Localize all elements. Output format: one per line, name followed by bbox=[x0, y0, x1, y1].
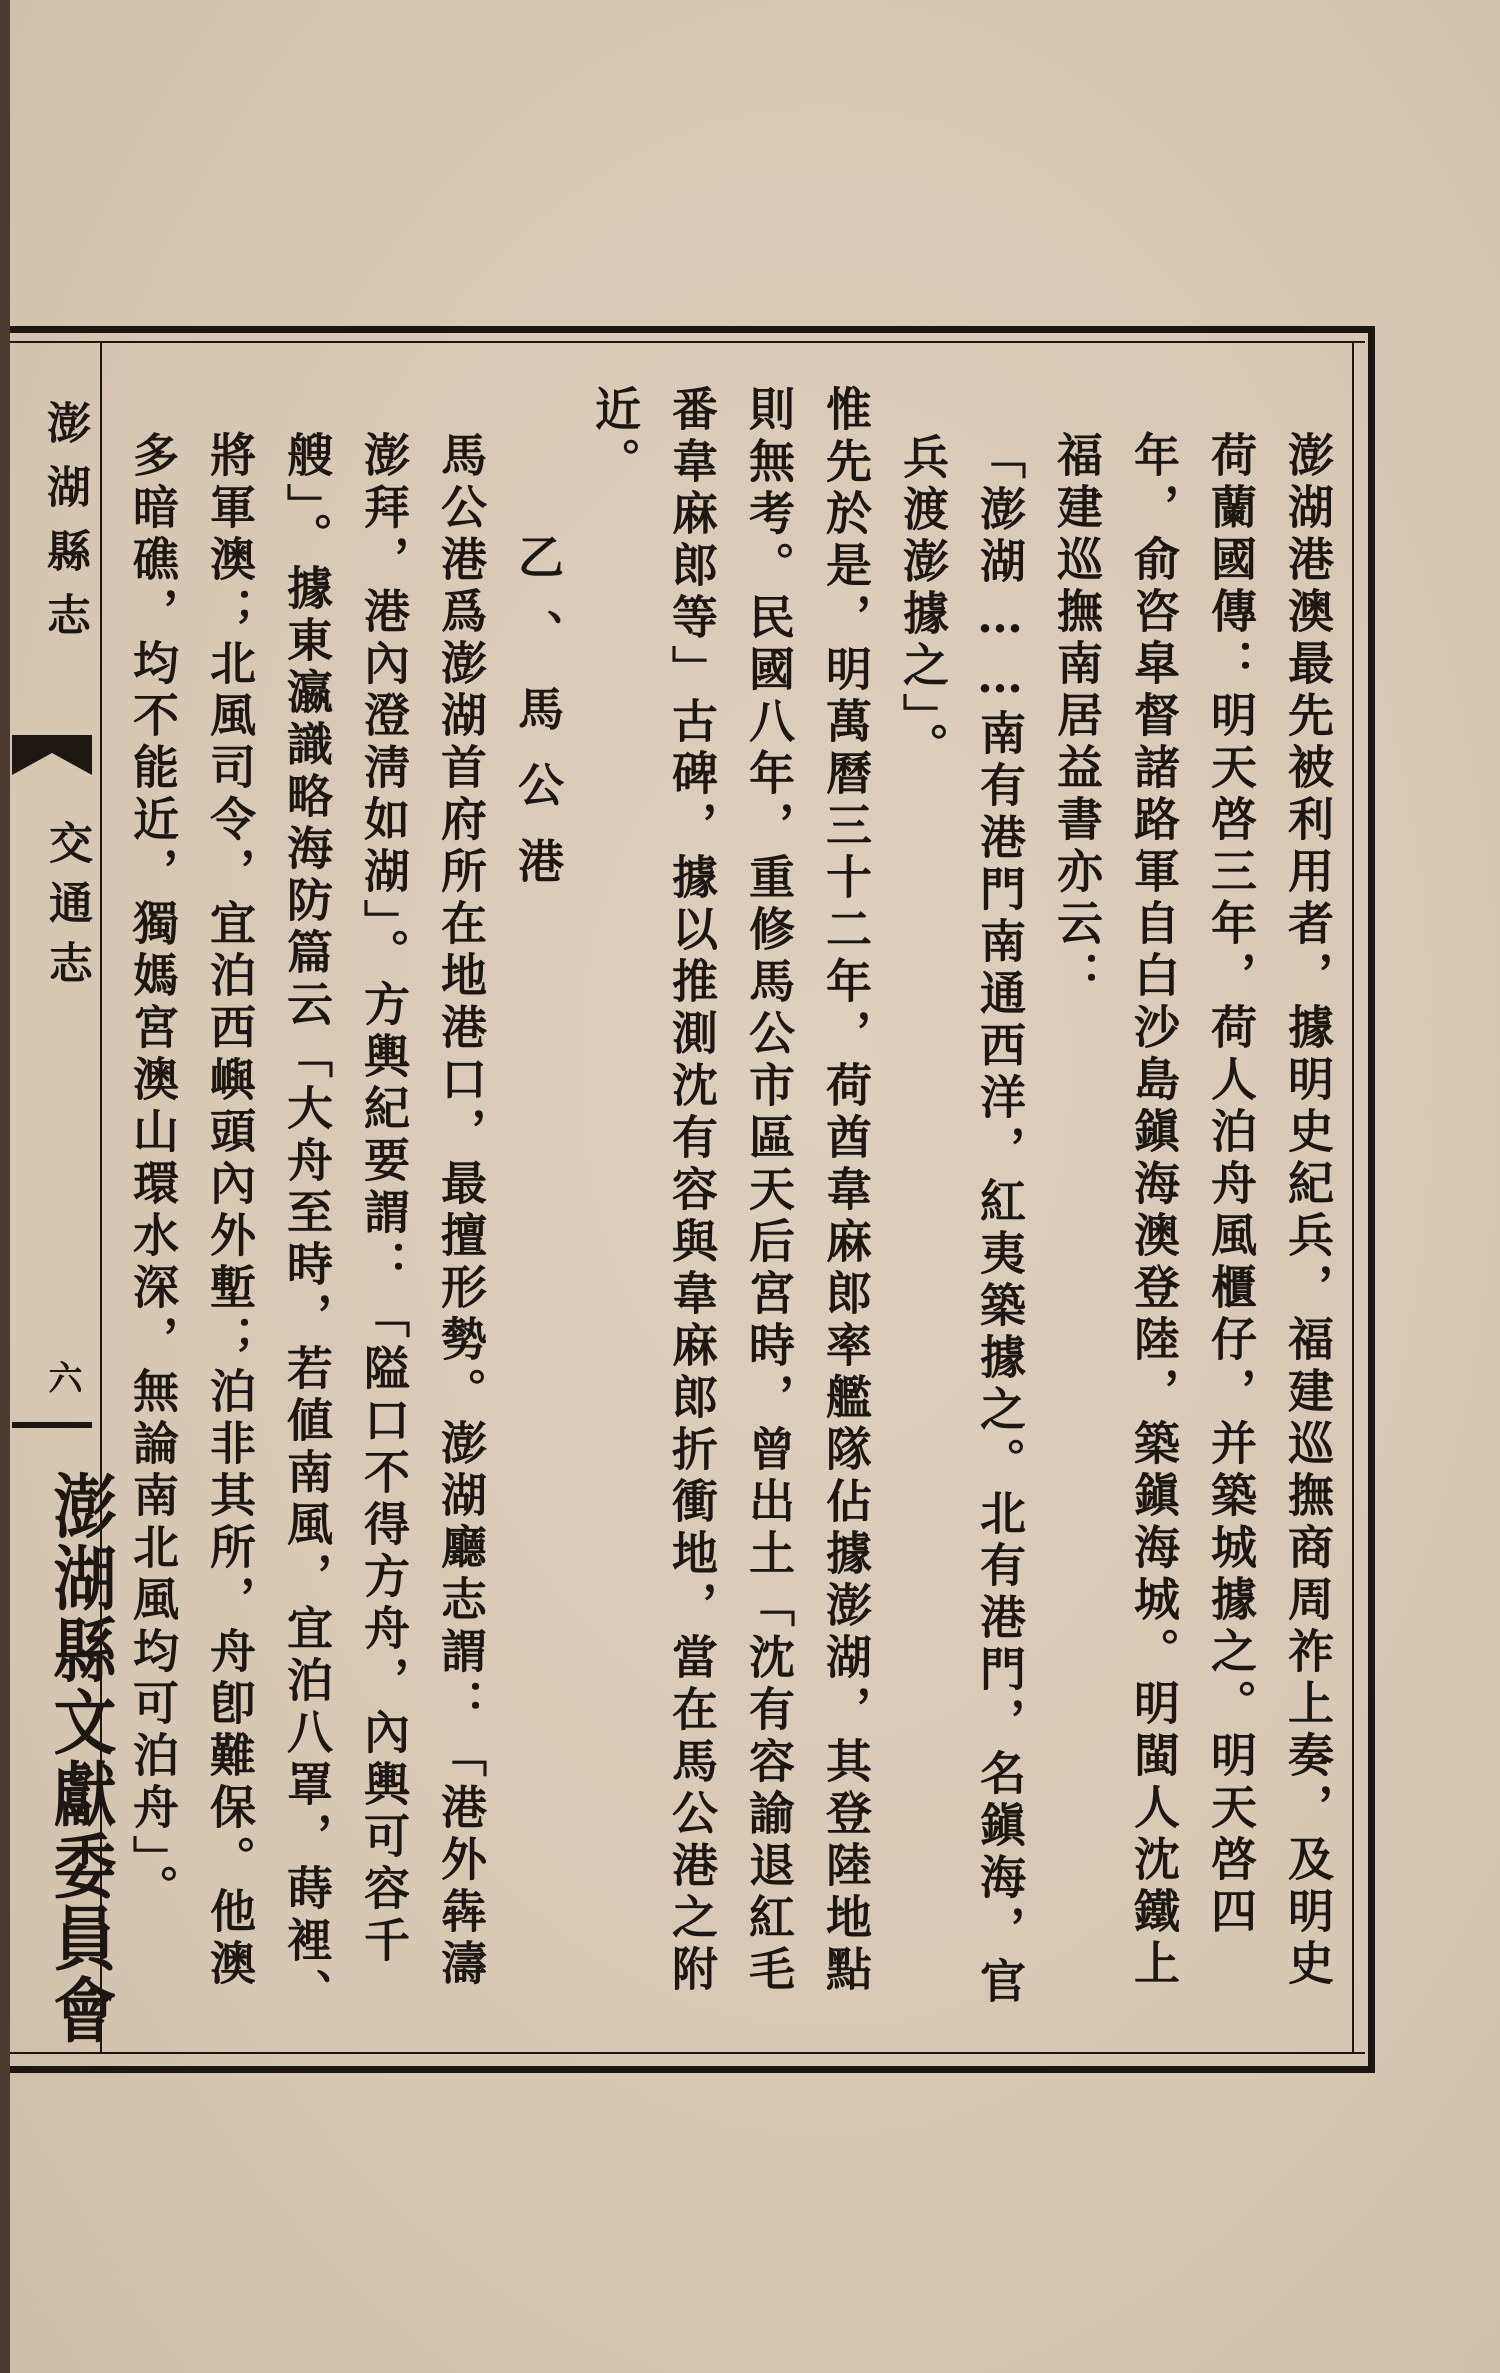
frame-right-thick-rule bbox=[1368, 326, 1375, 2073]
paragraph-1: 澎湖港澳最先被利用者，據明史紀兵，福建巡撫商周祚上奏，及明史荷蘭國傳：明天啓三年，荷人泊舟風櫃仔，并築城據之。明天啓四年，俞咨皐督諸路軍自白沙島鎭海澳登陸，築鎭海城。明閩人沈鐵上福建巡撫南居益書亦云： bbox=[1050, 431, 1335, 1991]
section-title: 交通志 bbox=[41, 820, 92, 1000]
main-text bbox=[118, 385, 1346, 2025]
section-heading: 乙、馬公港 bbox=[511, 533, 565, 913]
page-number: 六 bbox=[42, 1360, 82, 1414]
publisher-name: 澎湖縣文獻委員會 bbox=[43, 1470, 118, 2046]
quote-paragraph: 「澎湖……南有港門南通西洋，紅夷築據之。北有港門，名鎭海，官兵渡澎據之」。 bbox=[896, 433, 1027, 2009]
fishtail-ornament bbox=[12, 735, 92, 775]
frame-right-thin-rule bbox=[1352, 341, 1354, 2054]
paragraph-2: 惟先於是，明萬曆三十二年，荷酋韋麻郎率艦隊佔據澎湖，其登陸地點則無考。民國八年，重修馬公市區天后宮時，曾出土「沈有容諭退紅毛番韋麻郎等」古碑，據以推測沈有容與韋麻郎折衝地，當在馬公港之附近。 bbox=[588, 385, 873, 1997]
paragraph-3: 馬公港爲澎湖首府所在地港口，最擅形勢。澎湖廳志謂：「港外犇濤澎拜，港內澄淸如湖」。方輿紀要謂：「隘口不得方舟，內輿可容千艘」。據東瀛識略海防篇云「大舟至時，若値南風，宜泊八罩，蒔裡、將軍澳；北風司令，宜泊西嶼頭內外塹；泊非其所，舟卽難保。他澳多暗礁，均不能近，獨媽宮澳山環水深，無論南北風均可泊舟」。 bbox=[126, 431, 488, 2020]
frame-top-thick-rule bbox=[10, 326, 1375, 333]
frame-bottom-thick-rule bbox=[10, 2066, 1375, 2073]
page-number-rule bbox=[12, 1418, 92, 1432]
book-title: 澎湖縣志 bbox=[39, 400, 90, 656]
frame-bottom-thin-rule bbox=[10, 2052, 1365, 2054]
binding-strip bbox=[0, 0, 10, 2373]
frame-top-thin-rule bbox=[10, 341, 1365, 343]
